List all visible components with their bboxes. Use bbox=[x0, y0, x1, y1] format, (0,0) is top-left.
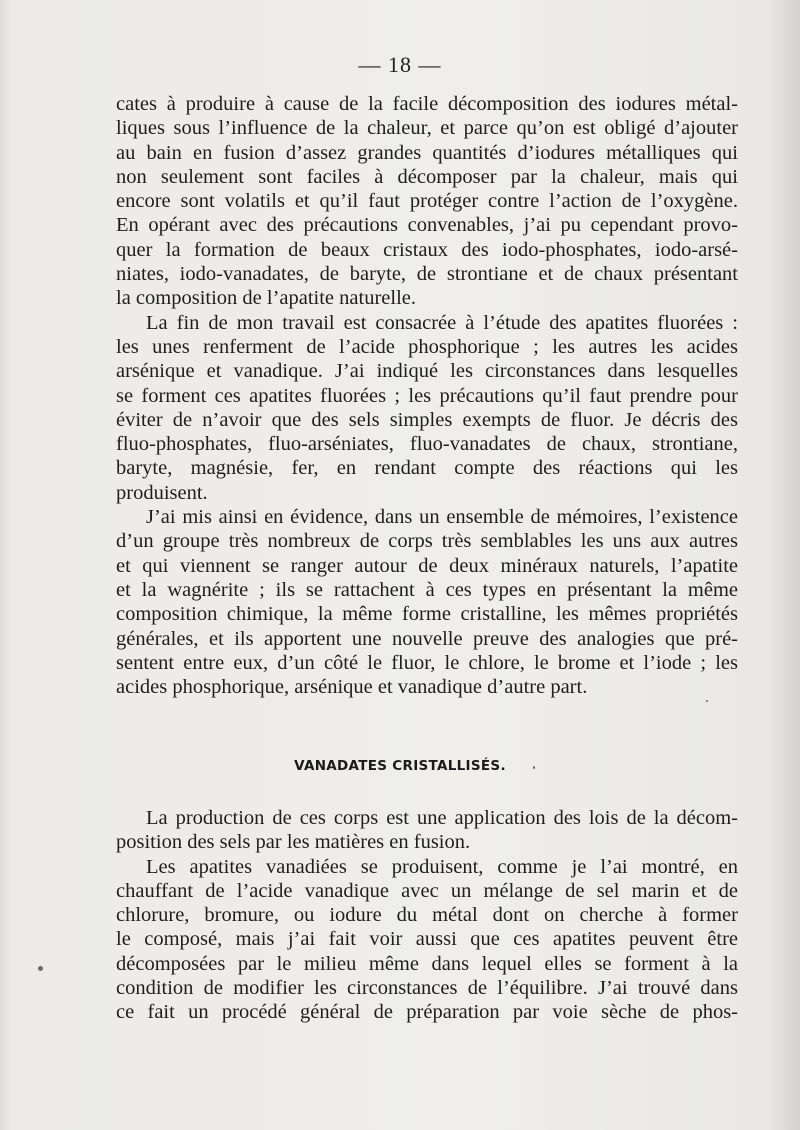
text-line: La production de ces corps est une application des lois de la décom- bbox=[146, 807, 738, 829]
paper-speck bbox=[533, 766, 535, 769]
text-line: position des sels par les matières en fusion. bbox=[116, 831, 471, 854]
text-line: sentent entre eux, d’un côté le fluor, le chlore, le brome et l’iode ; les bbox=[116, 651, 738, 674]
text-line: cates à produire à cause de la facile décomposition des iodures métal- bbox=[116, 93, 738, 115]
text-line: générales, et ils apportent une nouvelle preuve des analogies que pré- bbox=[116, 627, 738, 650]
text-line: liques sous l’influence de la chaleur, et parce qu’on est obligé d’ajouter bbox=[116, 117, 738, 140]
text-line: décomposées par le milieu même dans lequel elles se forment à la bbox=[116, 952, 738, 975]
text-line: encore sont volatils et qu’il faut protéger contre l’action de l’oxygène. bbox=[116, 190, 738, 213]
text-line: et qui viennent se ranger autour de deux minéraux naturels, l’apatite bbox=[116, 554, 738, 577]
text-line: d’un groupe très nombreux de corps très semblables les uns aux autres bbox=[116, 530, 738, 553]
text-line: produisent. bbox=[116, 481, 208, 504]
text-line: baryte, magnésie, fer, en rendant compte des réactions qui les bbox=[116, 457, 738, 480]
text-line: les unes renferment de l’acide phosphorique ; les autres les acides bbox=[116, 335, 738, 358]
paper-speck bbox=[706, 700, 708, 702]
text-line: condition de modifier les circonstances de l’équilibre. J’ai trouvé dans bbox=[116, 977, 738, 1000]
text-line: J’ai mis ainsi en évidence, dans un ensemble de mémoires, l’existence bbox=[146, 506, 738, 529]
text-line: fluo-phosphates, fluo-arséniates, fluo-vanadates de chaux, strontiane, bbox=[116, 433, 738, 456]
text-line: chauffant de l’acide vanadique avec un mélange de sel marin et de bbox=[116, 879, 738, 902]
text-line: quer la formation de beaux cristaux des iodo-phosphates, iodo-arsé- bbox=[116, 238, 738, 261]
text-line: arsénique et vanadique. J’ai indiqué les circonstances dans lesquelles bbox=[116, 360, 738, 383]
body-text-top bbox=[116, 92, 738, 699]
text-line: composition chimique, la même forme cristalline, les mêmes propriétés bbox=[116, 603, 738, 626]
text-line: En opérant avec des précautions convenables, j’ai pu cependant provo- bbox=[116, 214, 738, 237]
text-line: Les apatites vanadiées se produisent, comme je l’ai montré, en bbox=[146, 855, 738, 878]
text-line: au bain en fusion d’assez grandes quantités d’iodures métalliques qui bbox=[116, 141, 738, 164]
text-line: ce fait un procédé général de préparation par voie sèche de phos- bbox=[116, 1001, 738, 1024]
text-line: acides phosphorique, arsénique et vanadique d’autre part. bbox=[116, 676, 588, 699]
text-line: se forment ces apatites fluorées ; les précautions qu’il faut prendre pour bbox=[116, 384, 738, 407]
paper-speck bbox=[38, 966, 43, 971]
text-line: chlorure, bromure, ou iodure du métal dont on cherche à former bbox=[116, 904, 738, 927]
text-line: non seulement sont faciles à décomposer par la chaleur, mais qui bbox=[116, 165, 738, 188]
text-line: la composition de l’apatite naturelle. bbox=[116, 287, 416, 310]
text-line: le composé, mais j’ai fait voir aussi que ces apatites peuvent être bbox=[116, 928, 738, 951]
body-text-bottom bbox=[116, 806, 738, 1025]
text-line: La fin de mon travail est consacrée à l’étude des apatites fluorées : bbox=[146, 311, 738, 334]
text-line: et la wagnérite ; ils se rattachent à ces types en présentant la même bbox=[116, 578, 738, 601]
text-line: niates, iodo-vanadates, de baryte, de strontiane et de chaux présentant bbox=[116, 263, 738, 286]
text-line: éviter de n’avoir que des sels simples exempts de fluor. Je décris des bbox=[116, 408, 738, 431]
page-number: — 18 — bbox=[358, 52, 442, 77]
section-heading: VANADATES CRISTALLISÉS. bbox=[294, 758, 506, 774]
